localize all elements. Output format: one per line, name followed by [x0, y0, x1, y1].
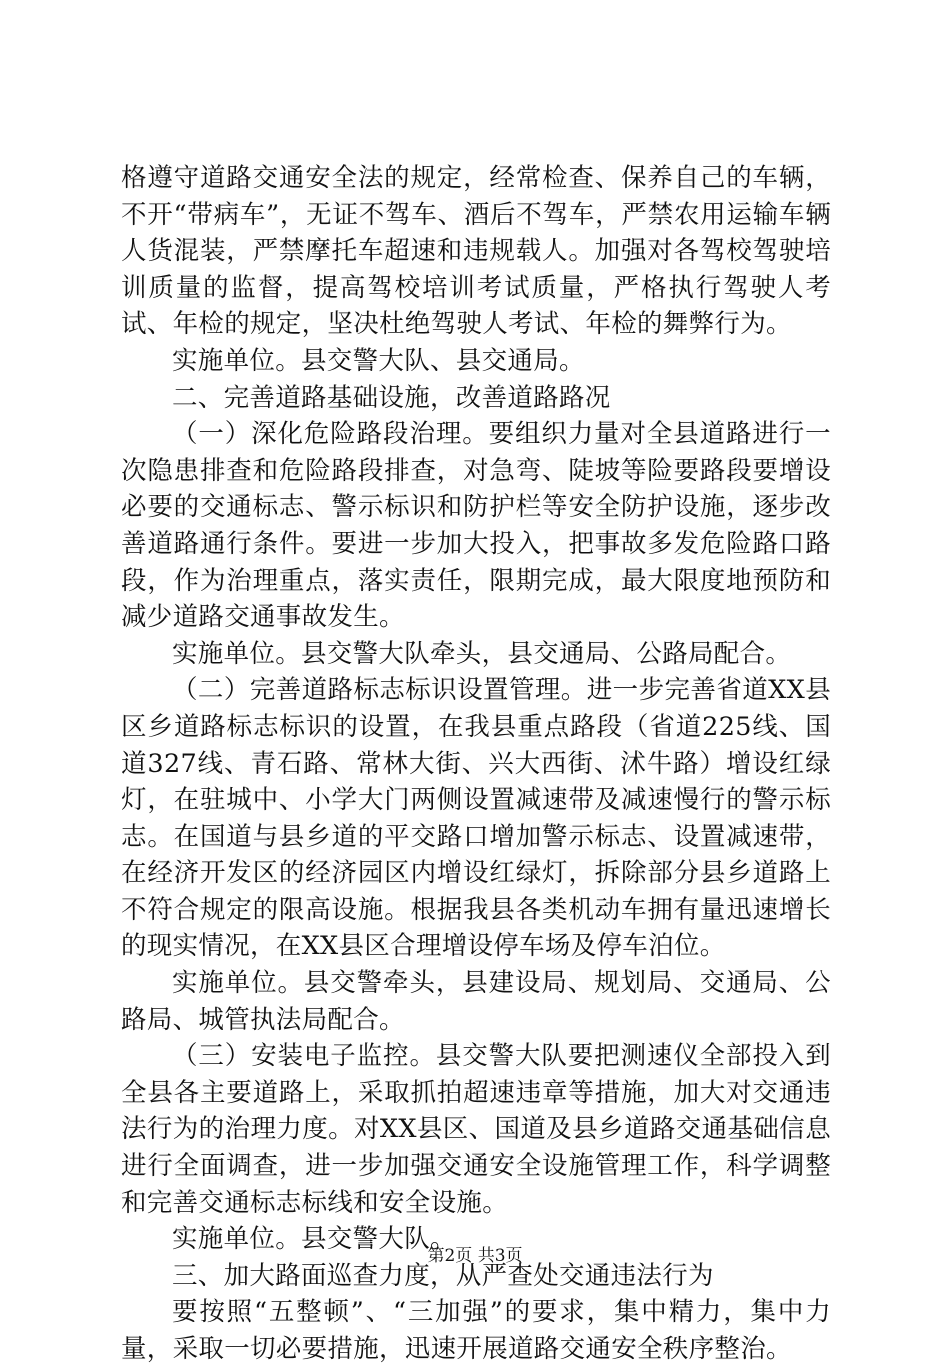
- paragraph: 实施单位。县交警大队。: [172, 1224, 456, 1255]
- paragraph: 格遵守道路交通安全法的规定，经常检查、保养自己的车辆，不开“带病车”，无证不驾车、酒后不驾车，严禁农用运输车辆人货混装，严禁摩托车超速和违规载人。加强对各驾校驾驶培训质量的监督，提高驾校培训考试质量，严格执行驾驶人考试、年检的规定，坚决杜绝驾驶人考试、年检的舞弊行为。: [121, 163, 831, 340]
- page-number: 第2页 共3页: [427, 1246, 523, 1266]
- document-body: [121, 160, 831, 1368]
- paragraph: （三）安装电子监控。县交警大队要把测速仪全部投入到全县各主要道路上，采取抓拍超速违章等措施，加大对交通违法行为的治理力度。对XX县区、国道及县乡道路交通基础信息进行全面调查，进一步加强交通安全设施管理工作，科学调整和完善交通标志标线和安全设施。: [121, 1041, 831, 1218]
- section-heading: 三、加大路面巡查力度，从严查处交通违法行为: [172, 1260, 714, 1291]
- paragraph: 实施单位。县交警大队、县交通局。: [172, 345, 585, 376]
- section-heading: 二、完善道路基础设施，改善道路路况: [172, 382, 611, 413]
- paragraph: （二）完善道路标志标识设置管理。进一步完善省道XX县区乡道路标志标识的设置，在我县重点路段（省道225线、国道327线、青石路、常林大街、兴大西街、沭牛路）增设红绿灯，在驻城中、小学大门两侧设置减速带及减速慢行的警示标志。在国道与县乡道的平交路口增加警示标志、设置减速带，在经济开发区的经济园区内增设红绿灯，拆除部分县乡道路上不符合规定的限高设施。根据我县各类机动车拥有量迅速增长的现实情况，在XX县区合理增设停车场及停车泊位。: [121, 675, 831, 962]
- paragraph: 实施单位。县交警大队牵头，县交通局、公路局配合。: [172, 638, 792, 669]
- page-footer: [0, 1244, 950, 1268]
- paragraph: 实施单位。县交警牵头，县建设局、规划局、交通局、公路局、城管执法局配合。: [121, 968, 831, 1035]
- paragraph: 要按照“五整顿”、“三加强”的要求，集中精力，集中力量，采取一切必要措施，迅速开展道路交通安全秩序整治。: [121, 1297, 831, 1364]
- paragraph: （一）深化危险路段治理。要组织力量对全县道路进行一次隐患排查和危险路段排查，对急弯、陡坡等险要路段要增设必要的交通标志、警示标识和防护栏等安全防护设施，逐步改善道路通行条件。要进一步加大投入，把事故多发危险路口路段，作为治理重点，落实责任，限期完成，最大限度地预防和减少道路交通事故发生。: [121, 419, 831, 633]
